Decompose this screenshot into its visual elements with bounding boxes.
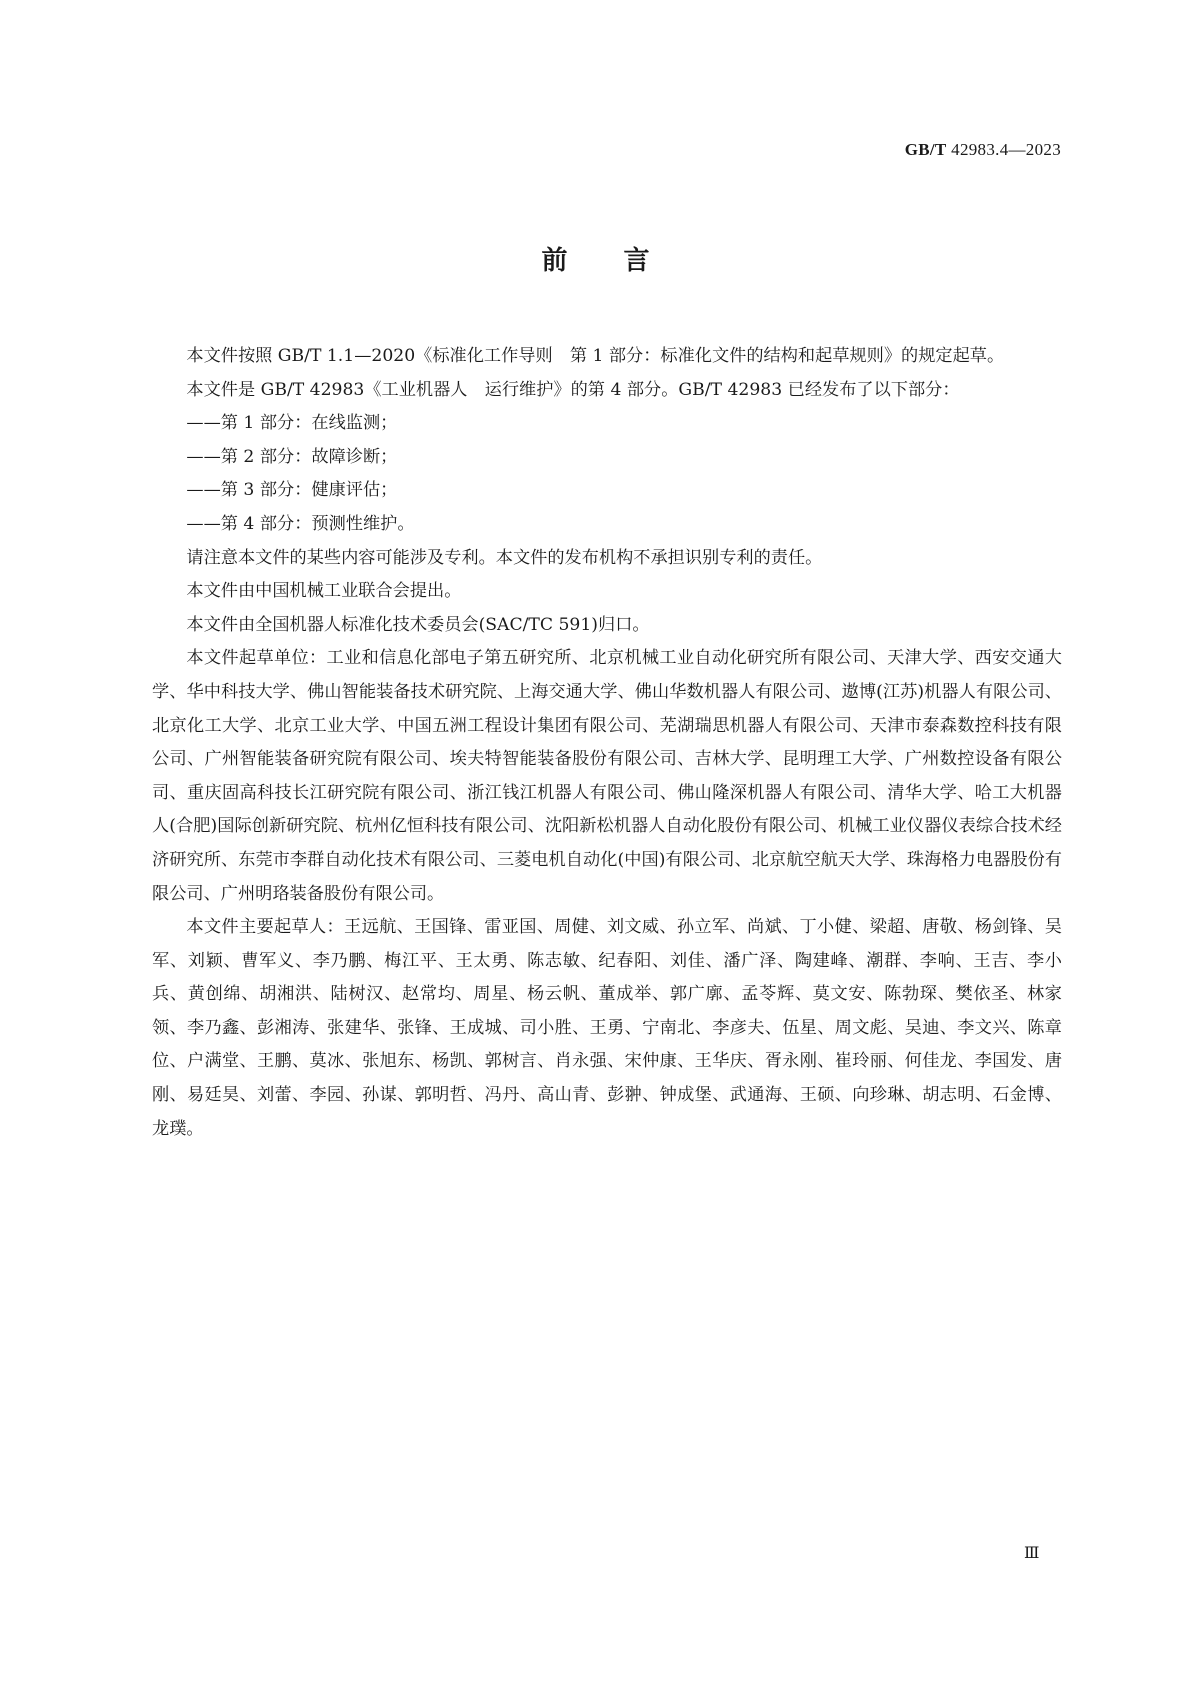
managed-by-paragraph: 本文件由全国机器人标准化技术委员会(SAC/TC 591)归口。 [186, 614, 650, 635]
part-list-item: ——第 2 部分：故障诊断； [186, 446, 398, 467]
document-code-number: 42983.4—2023 [951, 140, 1061, 159]
page-number: Ⅲ [1024, 1543, 1040, 1562]
document-code [905, 140, 1061, 160]
series-intro-paragraph: 本文件是 GB/T 42983《工业机器人 运行维护》的第 4 部分。GB/T 42983 已经发布了以下部分： [186, 379, 960, 400]
patent-notice-paragraph: 请注意本文件的某些内容可能涉及专利。本文件的发布机构不承担识别专利的责任。 [186, 547, 823, 568]
drafting-units-paragraph: 本文件起草单位：工业和信息化部电子第五研究所、北京机械工业自动化研究所有限公司、天津大学、西安交通大学、华中科技大学、佛山智能装备技术研究院、上海交通大学、佛山华数机器人有限公司、遨博(江苏)机器人有限公司、北京化工大学、北京工业大学、中国五洲工程设计集团有限公司、芜湖瑞思机器人有限公司、天津市泰森数控科技有限公司、广州智能装备研究院有限公司、埃夫特智能装备股份有限公司、吉林大学、昆明理工大学、广州数控设备有限公司、重庆固高科技长江研究院有限公司、浙江钱江机器人有限公司、佛山隆深机器人有限公司、清华大学、哈工大机器人(合肥)国际创新研究院、杭州亿恒科技有限公司、沈阳新松机器人自动化股份有限公司、机械工业仪器仪表综合技术经济研究所、东莞市李群自动化技术有限公司、三菱电机自动化(中国)有限公司、北京航空航天大学、珠海格力电器股份有限公司、广州明珞装备股份有限公司。 [152, 648, 1062, 904]
document-code-prefix: GB/T [904, 140, 947, 159]
foreword-body [152, 340, 1062, 1146]
part-list-item: ——第 3 部分：健康评估； [186, 480, 398, 501]
main-drafters-paragraph: 本文件主要起草人：王远航、王国锋、雷亚国、周健、刘文威、孙立军、尚斌、丁小健、梁超、唐敬、杨剑锋、吴军、刘颖、曹军义、李乃鹏、梅江平、王太勇、陈志敏、纪春阳、刘佳、潘广泽、陶建峰、潮群、李响、王吉、李小兵、黄创绵、胡湘洪、陆树汉、赵常均、周星、杨云帆、董成举、郭广廓、孟苓辉、莫文安、陈勃琛、樊依圣、林家领、李乃鑫、彭湘涛、张建华、张锋、王成城、司小胜、王勇、宁南北、李彦夫、伍星、周文彪、吴迪、李文兴、陈章位、户满堂、王鹏、莫冰、张旭东、杨凯、郭树言、肖永强、宋仲康、王华庆、胥永刚、崔玲丽、何佳龙、李国发、唐刚、易廷昊、刘蕾、李园、孙谋、郭明哲、冯丹、高山青、彭翀、钟成堡、武通海、王硕、向珍琳、胡志明、石金博、龙璞。 [152, 917, 1062, 1139]
part-list-item: ——第 1 部分：在线监测； [186, 413, 398, 434]
drafting-basis-paragraph: 本文件按照 GB/T 1.1—2020《标准化工作导则 第 1 部分：标准化文件的结构和起草规则》的规定起草。 [186, 346, 1005, 366]
page-title: 前言 [541, 246, 706, 276]
proposed-by-paragraph: 本文件由中国机械工业联合会提出。 [186, 581, 462, 602]
part-list-item: ——第 4 部分：预测性维护。 [186, 513, 415, 534]
